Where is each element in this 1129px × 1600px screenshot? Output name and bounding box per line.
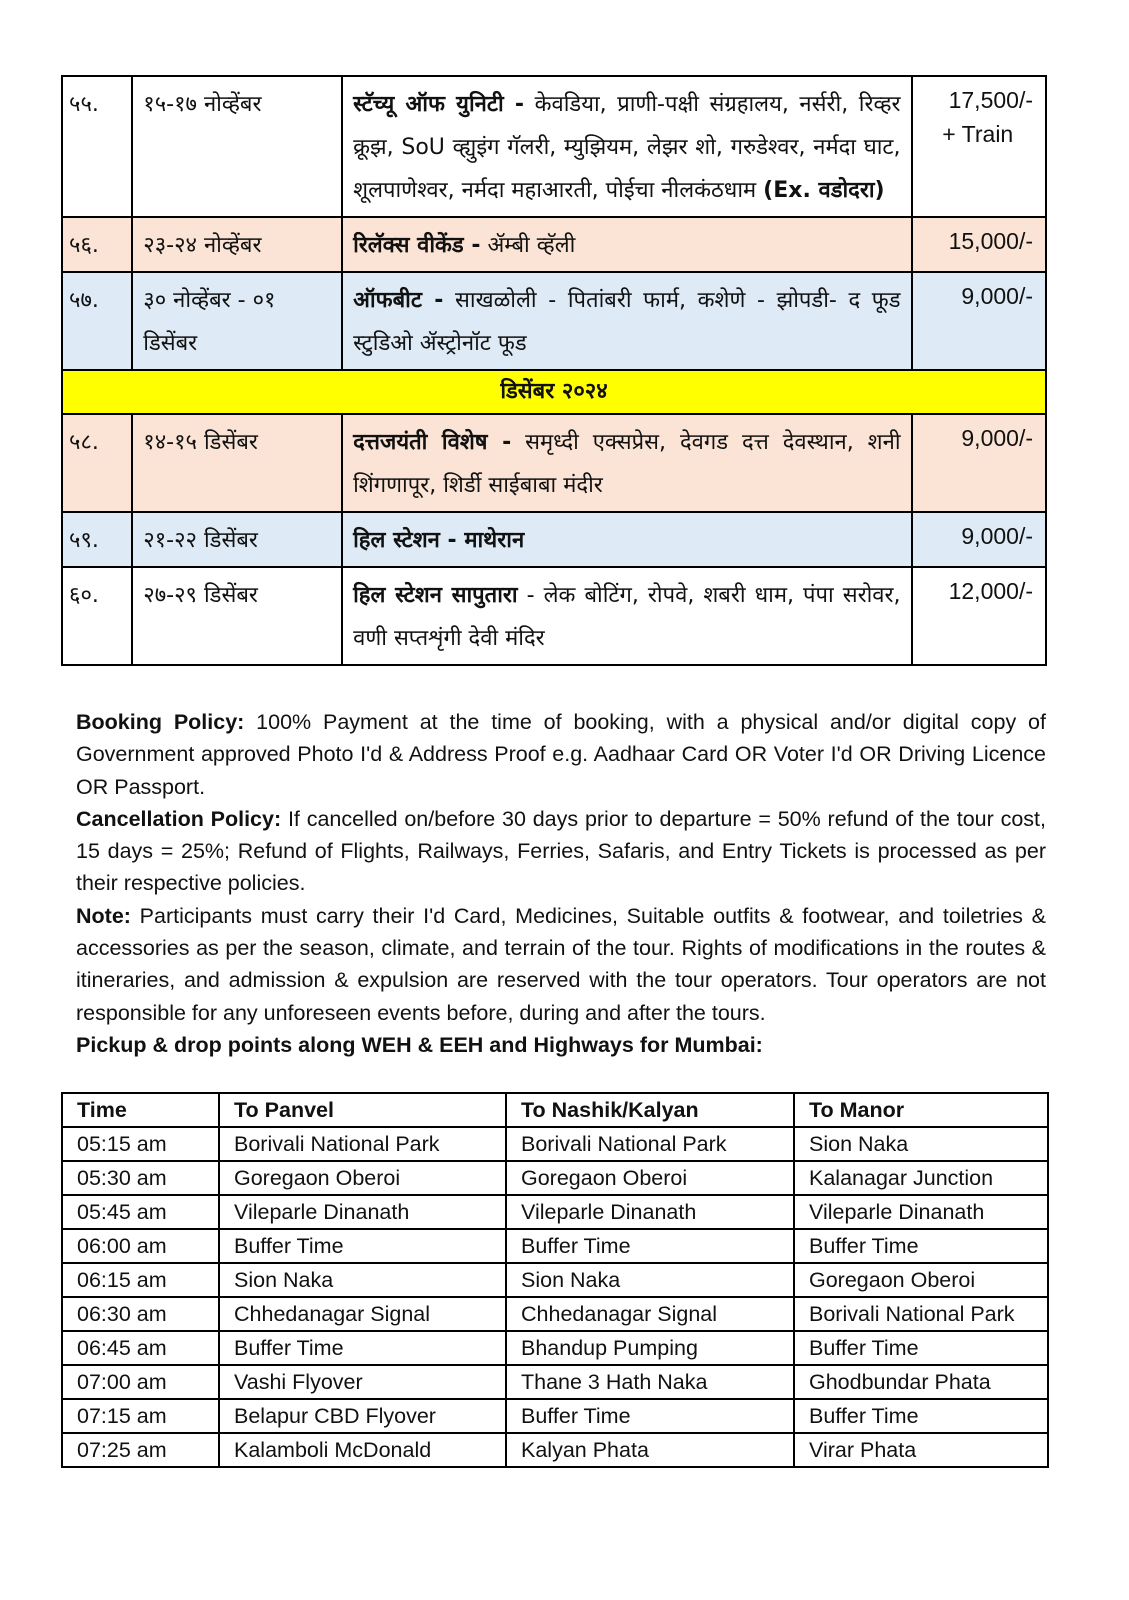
tour-date: २३-२४ नोव्हेंबर xyxy=(132,217,342,272)
nashik-kalyan-point: Kalyan Phata xyxy=(506,1433,794,1467)
tour-price: 9,000/- xyxy=(912,512,1046,567)
tour-number: ६०. xyxy=(62,567,132,665)
panvel-point: Vileparle Dinanath xyxy=(219,1195,506,1229)
tour-details: ॲम्बी व्हॅली xyxy=(480,233,576,258)
tour-title: रिलॅक्स वीकेंड - xyxy=(353,233,481,258)
manor-point: Sion Naka xyxy=(794,1127,1048,1161)
tour-row xyxy=(62,217,1046,272)
tour-date: २१-२२ डिसेंबर xyxy=(132,512,342,567)
nashik-kalyan-point: Goregaon Oberoi xyxy=(506,1161,794,1195)
pickup-time: 06:45 am xyxy=(62,1331,219,1365)
nashik-kalyan-point: Buffer Time xyxy=(506,1399,794,1433)
pickup-row xyxy=(62,1433,1048,1467)
tour-details: समृध्दी एक्सप्रेस, देवगड दत्त देवस्थान, शनी शिंगणापूर, शिर्डी साईबाबा मंदीर xyxy=(353,430,901,498)
month-heading-row xyxy=(62,370,1046,414)
tour-row xyxy=(62,272,1046,370)
pickup-row xyxy=(62,1127,1048,1161)
manor-point: Vileparle Dinanath xyxy=(794,1195,1048,1229)
booking-policy-label: Booking Policy: xyxy=(76,710,245,734)
pickup-time: 06:30 am xyxy=(62,1297,219,1331)
manor-point: Ghodbundar Phata xyxy=(794,1365,1048,1399)
tour-row xyxy=(62,76,1046,217)
booking-policy-text: 100% Payment at the time of booking, with a physical and/or digital copy of Government approved Photo I'd & Address Proof e.g. Aadhaar Card OR Voter I'd OR Driving Licence OR Passport. xyxy=(76,710,1046,799)
tour-title: दत्तजयंती विशेष - xyxy=(353,430,512,455)
tour-details: - लेक बोटिंग, रोपवे, शबरी धाम, पंपा सरोवर, वणी सप्तशृंगी देवी मंदिर xyxy=(353,583,901,651)
pickup-header-row xyxy=(62,1093,1048,1127)
manor-point: Virar Phata xyxy=(794,1433,1048,1467)
pickup-drop-table xyxy=(61,1092,1049,1468)
tour-price: 12,000/- xyxy=(912,567,1046,665)
tour-details: साखळोली - पितांबरी फार्म, कशेणे - झोपडी- द फूड स्टुडिओ ॲस्ट्रोनॉट फूड xyxy=(353,288,901,356)
tour-description xyxy=(342,512,911,567)
note-label: Note: xyxy=(76,903,131,928)
tour-description xyxy=(342,217,911,272)
tour-price xyxy=(912,76,1046,217)
pickup-time: 05:15 am xyxy=(62,1127,219,1161)
cancellation-policy-text: If cancelled on/before 30 days prior to departure = 50% refund of the tour cost, 15 days = 25%; Refund of Flights, Railways, Ferries, Safaris, and Entry Tickets is processed as per their respective policies. xyxy=(76,806,1046,896)
pickup-row xyxy=(62,1297,1048,1331)
tour-date: १४-१५ डिसेंबर xyxy=(132,414,342,512)
column-header-nashik-kalyan: To Nashik/Kalyan xyxy=(506,1093,794,1127)
tour-description xyxy=(342,567,911,665)
pickup-row xyxy=(62,1331,1048,1365)
nashik-kalyan-point: Borivali National Park xyxy=(506,1127,794,1161)
booking-policy xyxy=(76,706,1046,803)
pickup-time: 06:15 am xyxy=(62,1263,219,1297)
nashik-kalyan-point: Sion Naka xyxy=(506,1263,794,1297)
tour-row xyxy=(62,512,1046,567)
cancellation-policy xyxy=(76,803,1046,900)
tour-row xyxy=(62,567,1046,665)
tour-number: ५९. xyxy=(62,512,132,567)
tour-price: 9,000/- xyxy=(912,414,1046,512)
tour-extra: (Ex. वडोदरा) xyxy=(763,178,885,203)
tour-description xyxy=(342,414,911,512)
nashik-kalyan-point: Chhedanagar Signal xyxy=(506,1297,794,1331)
tour-date: १५-१७ नोव्हेंबर xyxy=(132,76,342,217)
manor-point: Goregaon Oberoi xyxy=(794,1263,1048,1297)
pickup-row xyxy=(62,1365,1048,1399)
pickup-time: 07:25 am xyxy=(62,1433,219,1467)
tour-description xyxy=(342,272,911,370)
manor-point: Buffer Time xyxy=(794,1331,1048,1365)
cancellation-policy-label: Cancellation Policy: xyxy=(76,806,282,831)
panvel-point: Chhedanagar Signal xyxy=(219,1297,506,1331)
panvel-point: Sion Naka xyxy=(219,1263,506,1297)
pickup-row xyxy=(62,1229,1048,1263)
tour-title: हिल स्टेशन सापुतारा xyxy=(353,583,518,608)
panvel-point: Buffer Time xyxy=(219,1331,506,1365)
nashik-kalyan-point: Thane 3 Hath Naka xyxy=(506,1365,794,1399)
column-header-manor: To Manor xyxy=(794,1093,1048,1127)
note xyxy=(76,900,1046,1029)
price-value: 17,500/- xyxy=(948,87,1033,113)
manor-point: Kalanagar Junction xyxy=(794,1161,1048,1195)
tour-price: 15,000/- xyxy=(912,217,1046,272)
pickup-heading: Pickup & drop points along WEH & EEH and Highways for Mumbai: xyxy=(76,1032,763,1057)
tour-title: ऑफबीट - xyxy=(353,288,444,313)
tour-number: ५५. xyxy=(62,76,132,217)
tour-number: ५८. xyxy=(62,414,132,512)
panvel-point: Buffer Time xyxy=(219,1229,506,1263)
panvel-point: Vashi Flyover xyxy=(219,1365,506,1399)
pickup-row xyxy=(62,1399,1048,1433)
month-heading: डिसेंबर २०२४ xyxy=(62,370,1046,414)
nashik-kalyan-point: Buffer Time xyxy=(506,1229,794,1263)
pickup-row xyxy=(62,1263,1048,1297)
tour-description xyxy=(342,76,911,217)
price-note: + Train xyxy=(942,121,1014,147)
tour-date: २७-२९ डिसेंबर xyxy=(132,567,342,665)
manor-point: Buffer Time xyxy=(794,1399,1048,1433)
column-header-panvel: To Panvel xyxy=(219,1093,506,1127)
panvel-point: Belapur CBD Flyover xyxy=(219,1399,506,1433)
pickup-time: 07:15 am xyxy=(62,1399,219,1433)
panvel-point: Kalamboli McDonald xyxy=(219,1433,506,1467)
tour-row xyxy=(62,414,1046,512)
pickup-time: 06:00 am xyxy=(62,1229,219,1263)
tour-details: केवडिया, प्राणी-पक्षी संग्रहालय, नर्सरी, रिव्हर क्रूझ, SoU व्ह्युइंग गॅलरी, म्युझियम, लेझर शो, गरुडेश्वर, नर्मदा घाट, शूलपाणेश्वर, नर्मदा महाआरती, पोईचा नीलकंठधाम xyxy=(353,92,901,203)
tour-number: ५७. xyxy=(62,272,132,370)
column-header-time: Time xyxy=(62,1093,219,1127)
tour-schedule-table xyxy=(61,75,1047,666)
manor-point: Buffer Time xyxy=(794,1229,1048,1263)
policy-section xyxy=(76,706,1046,1061)
manor-point: Borivali National Park xyxy=(794,1297,1048,1331)
pickup-row xyxy=(62,1195,1048,1229)
panvel-point: Goregaon Oberoi xyxy=(219,1161,506,1195)
note-text: Participants must carry their I'd Card, Medicines, Suitable outfits & footwear, and toiletries & accessories as per the season, climate, and terrain of the tour. Rights of modifications in the routes & itineraries, and admission & expulsion are reserved with the tour operators. Tour operators are not responsible for any unforeseen events before, during and after the tours. xyxy=(76,903,1046,1025)
pickup-time: 05:45 am xyxy=(62,1195,219,1229)
tour-date: ३० नोव्हेंबर - ०१ डिसेंबर xyxy=(132,272,342,370)
nashik-kalyan-point: Bhandup Pumping xyxy=(506,1331,794,1365)
tour-title: स्टॅच्यू ऑफ युनिटी - xyxy=(353,92,525,117)
tour-price: 9,000/- xyxy=(912,272,1046,370)
tour-title: हिल स्टेशन - माथेरान xyxy=(353,528,525,553)
nashik-kalyan-point: Vileparle Dinanath xyxy=(506,1195,794,1229)
pickup-row xyxy=(62,1161,1048,1195)
tour-number: ५६. xyxy=(62,217,132,272)
pickup-time: 07:00 am xyxy=(62,1365,219,1399)
panvel-point: Borivali National Park xyxy=(219,1127,506,1161)
pickup-time: 05:30 am xyxy=(62,1161,219,1195)
